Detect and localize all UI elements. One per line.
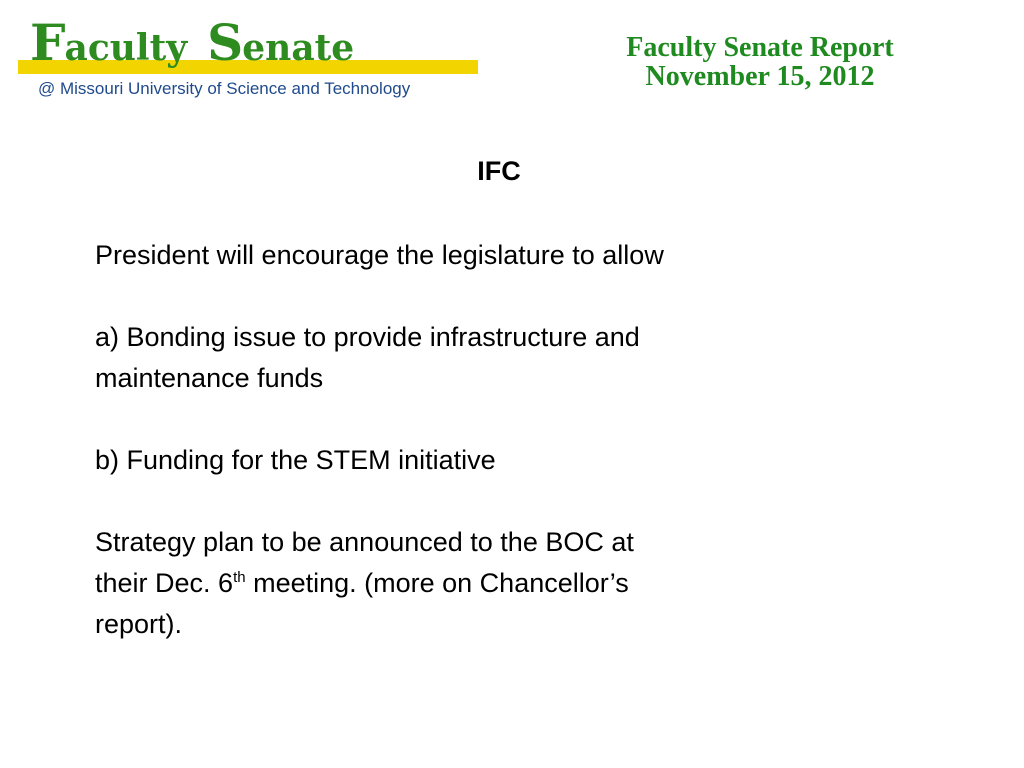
logo-subtitle: @ Missouri University of Science and Technology xyxy=(38,79,411,98)
report-heading xyxy=(560,33,960,91)
intro-text: President will encourage the legislature to allow xyxy=(95,240,664,270)
slide-body xyxy=(95,235,855,686)
strategy-line-3: report). xyxy=(95,609,183,639)
strategy-line-2-pre: their Dec. 6 xyxy=(95,568,234,598)
logo-title-initial-s: S xyxy=(207,13,243,72)
logo-title xyxy=(30,13,355,72)
item-b-text: b) Funding for the STEM initiative xyxy=(95,445,496,475)
slide-heading: IFC xyxy=(477,156,521,186)
report-title: Faculty Senate Report xyxy=(626,32,894,63)
item-a-paragraph xyxy=(95,317,855,399)
item-a-line-1: a) Bonding issue to provide infrastructure and xyxy=(95,322,640,352)
item-b-paragraph xyxy=(95,440,855,481)
logo-title-word-senate: enate xyxy=(242,27,355,69)
strategy-ordinal-suffix: th xyxy=(233,569,246,586)
faculty-senate-logo xyxy=(18,13,478,102)
strategy-line-1: Strategy plan to be announced to the BOC at xyxy=(95,527,634,557)
strategy-line-2-post: meeting. (more on Chancellor’s xyxy=(245,568,629,598)
report-date: November 15, 2012 xyxy=(645,61,875,92)
logo-title-word-faculty: aculty xyxy=(64,27,188,69)
strategy-paragraph xyxy=(95,522,855,645)
item-a-line-2: maintenance funds xyxy=(95,363,324,393)
intro-paragraph xyxy=(95,235,855,276)
logo-title-initial-f: F xyxy=(30,13,65,72)
